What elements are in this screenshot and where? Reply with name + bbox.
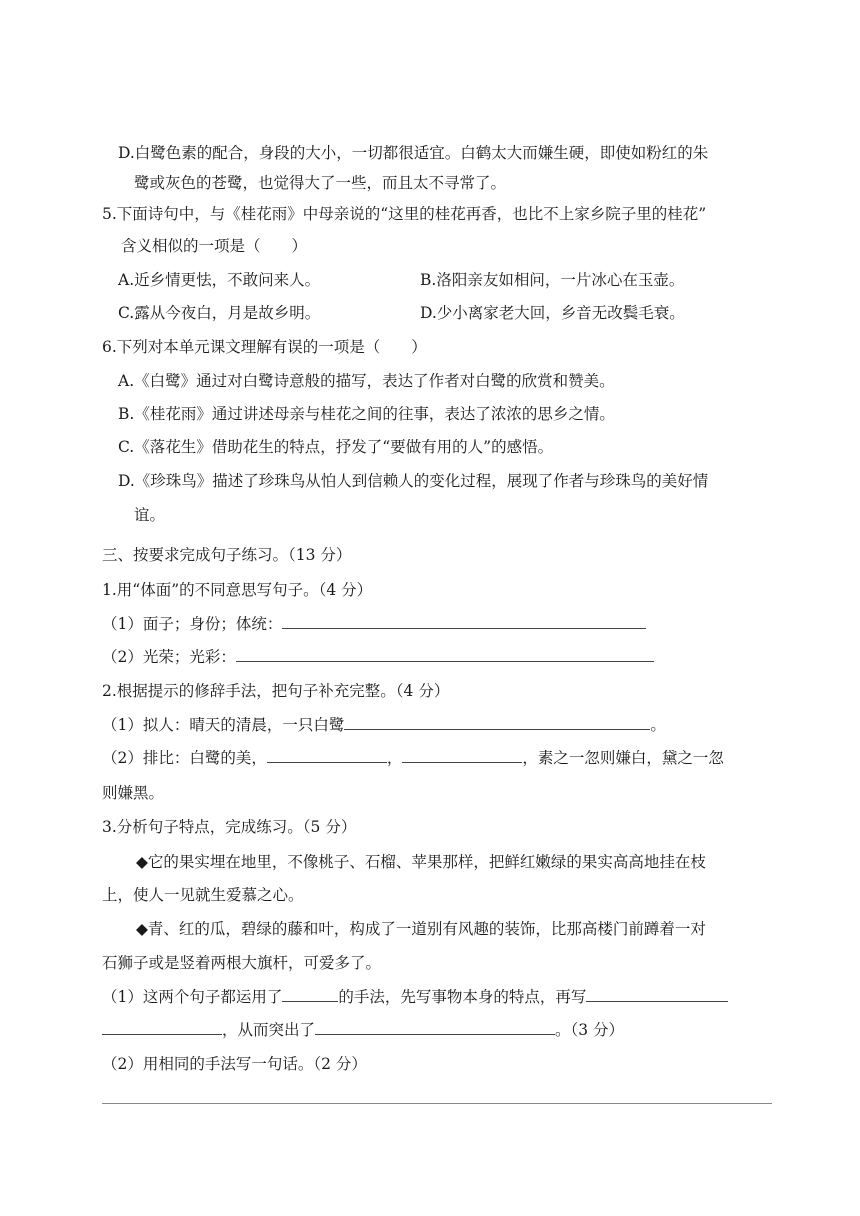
s3-q3-stem: 3.分析句子特点，完成练习。（5 分） xyxy=(102,818,357,836)
s3-q2-item1-prefix: （1）拟人：晴天的清晨，一只白鹭 xyxy=(102,716,345,734)
q6-option-d-line1: D.《珍珠鸟》描述了珍珠鸟从怕人到信赖人的变化过程，展现了作者与珍珠鸟的美好情 xyxy=(118,472,709,490)
answer-blank[interactable] xyxy=(267,748,387,763)
q6-option-c: C.《落花生》借助花生的特点，抒发了“要做有用的人”的感悟。 xyxy=(118,438,554,456)
section3-heading: 三、按要求完成句子练习。（13 分） xyxy=(102,546,352,564)
s3-q3-item1-part-a: （1）这两个句子都运用了 xyxy=(102,988,283,1006)
q5-stem-line1: 5.下面诗句中，与《桂花雨》中母亲说的“这里的桂花再香，也比不上家乡院子里的桂花” xyxy=(102,205,707,223)
s3-q2-item2-prefix: （2）排比：白鹭的美， xyxy=(102,749,267,767)
s3-q1-stem: 1.用“体面”的不同意思写句子。（4 分） xyxy=(102,581,373,599)
s3-q3-item1-line2 xyxy=(102,1020,624,1040)
s3-q2-stem: 2.根据提示的修辞手法，把句子补充完整。（4 分） xyxy=(102,682,450,700)
q5-stem-line2: 含义相似的一项是（ ） xyxy=(121,237,308,255)
s3-q3-item1-part-b: 的手法，先写事物本身的特点，再写 xyxy=(338,988,587,1006)
s3-q2-item2-suffix: ，素之一忽则嫌白，黛之一忽 xyxy=(522,749,724,767)
s3-q1-item2-label: （2）光荣；光彩： xyxy=(102,648,236,666)
q5-option-a: A.近乡情更怯，不敢问来人。 xyxy=(118,271,321,289)
answer-blank[interactable] xyxy=(236,647,654,662)
answer-blank[interactable] xyxy=(344,715,650,730)
s3-q2-item2 xyxy=(102,748,724,768)
s3-q2-item1-suffix: 。 xyxy=(650,716,666,734)
q5-option-c: C.露从今夜白，月是故乡明。 xyxy=(118,304,321,322)
s3-q3-item1-part-d: 。（3 分） xyxy=(555,1021,625,1039)
q4-option-d-line2: 鹭或灰色的苍鹭，也觉得大了一些，而且太不寻常了。 xyxy=(134,174,507,192)
answer-line[interactable] xyxy=(102,1103,772,1104)
answer-blank[interactable] xyxy=(282,987,338,1002)
s3-q2-item2-separator: ， xyxy=(386,749,403,767)
s3-q3-sentence1-line2: 上，使人一见就生爱慕之心。 xyxy=(102,886,304,904)
s3-q1-item1 xyxy=(102,614,646,634)
s3-q1-item1-label: （1）面子；身份；体统： xyxy=(102,615,283,633)
answer-blank[interactable] xyxy=(402,748,522,763)
q5-option-d: D.少小离家老大回，乡音无改鬓毛衰。 xyxy=(420,304,685,322)
q6-stem: 6.下列对本单元课文理解有误的一项是（ ） xyxy=(102,338,427,356)
s3-q3-sentence1-line1: ◆它的果实埋在地里，不像桃子、石榴、苹果那样，把鲜红嫩绿的果实高高地挂在枝 xyxy=(136,853,706,871)
answer-blank[interactable] xyxy=(586,987,728,1002)
s3-q3-sentence2-line1: ◆青、红的瓜，碧绿的藤和叶，构成了一道别有风趣的装饰，比那高楼门前蹲着一对 xyxy=(136,920,706,938)
s3-q3-item1-part-c: ，从而突出了 xyxy=(222,1021,316,1039)
s3-q2-item1 xyxy=(102,715,666,735)
answer-blank[interactable] xyxy=(282,614,646,629)
s3-q3-sentence2-line2: 石狮子或是竖着两根大旗杆，可爱多了。 xyxy=(102,954,382,972)
answer-blank[interactable] xyxy=(102,1020,222,1035)
q6-option-b: B.《桂花雨》通过讲述母亲与桂花之间的往事，表达了浓浓的思乡之情。 xyxy=(118,405,615,423)
q5-option-b: B.洛阳亲友如相问，一片冰心在玉壶。 xyxy=(420,271,685,289)
s3-q2-item2-continuation: 则嫌黑。 xyxy=(102,784,165,802)
answer-blank[interactable] xyxy=(315,1020,555,1035)
s3-q3-item1-line1 xyxy=(102,987,728,1007)
s3-q3-item2: （2）用相同的手法写一句话。（2 分） xyxy=(102,1055,367,1073)
q4-option-d-line1: D.白鹭色素的配合，身段的大小，一切都很适宜。白鹤太大而嫌生硬，即使如粉红的朱 xyxy=(118,144,709,162)
s3-q1-item2 xyxy=(102,647,654,667)
q6-option-a: A.《白鹭》通过对白鹭诗意般的描写，表达了作者对白鹭的欣赏和赞美。 xyxy=(118,372,615,390)
q6-option-d-line2: 谊。 xyxy=(134,506,166,524)
